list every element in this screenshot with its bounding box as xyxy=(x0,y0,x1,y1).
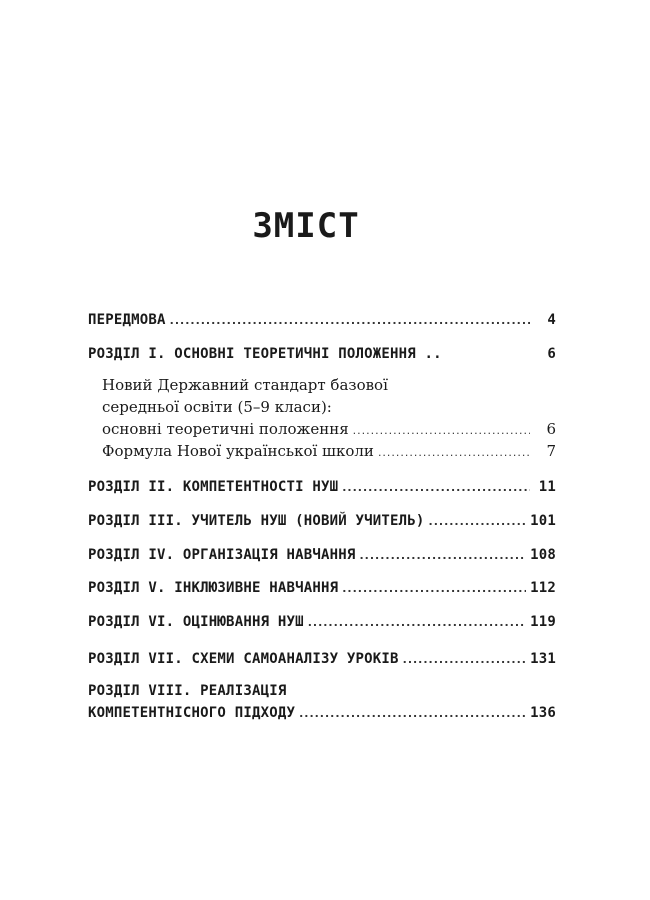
toc-entry-chapter-8[interactable] xyxy=(88,680,556,725)
toc-page-number: 119 xyxy=(530,614,556,630)
toc-entry-title: РОЗДІЛ VI. ОЦІНЮВАННЯ НУШ xyxy=(88,614,304,630)
toc-entry-title: РОЗДІЛ II. КОМПЕТЕНТНОСТІ НУШ xyxy=(88,479,339,495)
dot-leader xyxy=(429,511,527,533)
toc-entry-title: РОЗДІЛ VII. СХЕМИ САМОАНАЛІЗУ УРОКІВ xyxy=(88,651,399,667)
toc-entry-chapter-4[interactable] xyxy=(88,544,556,567)
toc-page-number: 7 xyxy=(546,442,556,460)
toc-entry-nus-formula[interactable] xyxy=(88,440,556,464)
toc-entry-title: РОЗДІЛ I. ОСНОВНІ ТЕОРЕТИЧНІ ПОЛОЖЕННЯ .. xyxy=(88,346,442,362)
toc-page-number: 101 xyxy=(530,513,556,529)
dot-leader xyxy=(342,578,526,600)
toc-entry-title: КОМПЕТЕНТНІСНОГО ПІДХОДУ xyxy=(88,705,296,721)
dot-leader xyxy=(403,649,526,671)
toc-entry-title-line-1: РОЗДІЛ VIII. РЕАЛІЗАЦІЯ xyxy=(88,683,287,699)
dot-leader xyxy=(342,477,530,499)
dot-leader xyxy=(378,442,530,464)
page-title: ЗМІСТ xyxy=(252,206,360,246)
toc-entry-chapter-3[interactable] xyxy=(88,510,556,533)
toc-entry-title: Формула Нової української школи xyxy=(102,442,374,460)
toc-page-number: 6 xyxy=(546,420,556,438)
toc-page-number: 131 xyxy=(530,651,556,667)
toc-entry-preface[interactable] xyxy=(88,309,556,332)
toc-page-number: 136 xyxy=(530,705,556,721)
toc-entry-title: ПЕРЕДМОВА xyxy=(88,312,166,328)
toc-page-number: 112 xyxy=(530,580,556,596)
toc-page-number: 4 xyxy=(547,312,556,328)
toc-page-number: 6 xyxy=(547,346,556,362)
toc-entry-title: РОЗДІЛ III. УЧИТЕЛЬ НУШ (НОВИЙ УЧИТЕЛЬ) xyxy=(88,513,425,529)
dot-leader xyxy=(360,545,527,567)
toc-entry-chapter-7[interactable] xyxy=(88,648,556,671)
toc-entry-chapter-1[interactable] xyxy=(88,343,556,366)
toc-entry-chapter-6[interactable] xyxy=(88,611,556,634)
toc-page-number: 11 xyxy=(538,479,556,495)
toc-entry-chapter-5[interactable] xyxy=(88,577,556,600)
toc-entry-title: основні теоретичні положення xyxy=(102,420,349,438)
toc-entry-title-line-2: середньої освіти (5–9 класи): xyxy=(102,398,332,416)
toc-page-number: 108 xyxy=(530,547,556,563)
dot-leader xyxy=(353,420,530,442)
dot-leader xyxy=(170,310,530,332)
toc-entry-title-line-1: Новий Державний стандарт базової xyxy=(102,376,388,394)
dot-leader xyxy=(308,612,526,634)
toc-entry-chapter-2[interactable] xyxy=(88,476,556,499)
toc-entry-title: РОЗДІЛ IV. ОРГАНІЗАЦІЯ НАВЧАННЯ xyxy=(88,547,356,563)
dot-leader xyxy=(299,703,526,725)
toc-entry-title: РОЗДІЛ V. ІНКЛЮЗИВНЕ НАВЧАННЯ xyxy=(88,580,339,596)
toc-entry-state-standard[interactable] xyxy=(88,374,556,442)
